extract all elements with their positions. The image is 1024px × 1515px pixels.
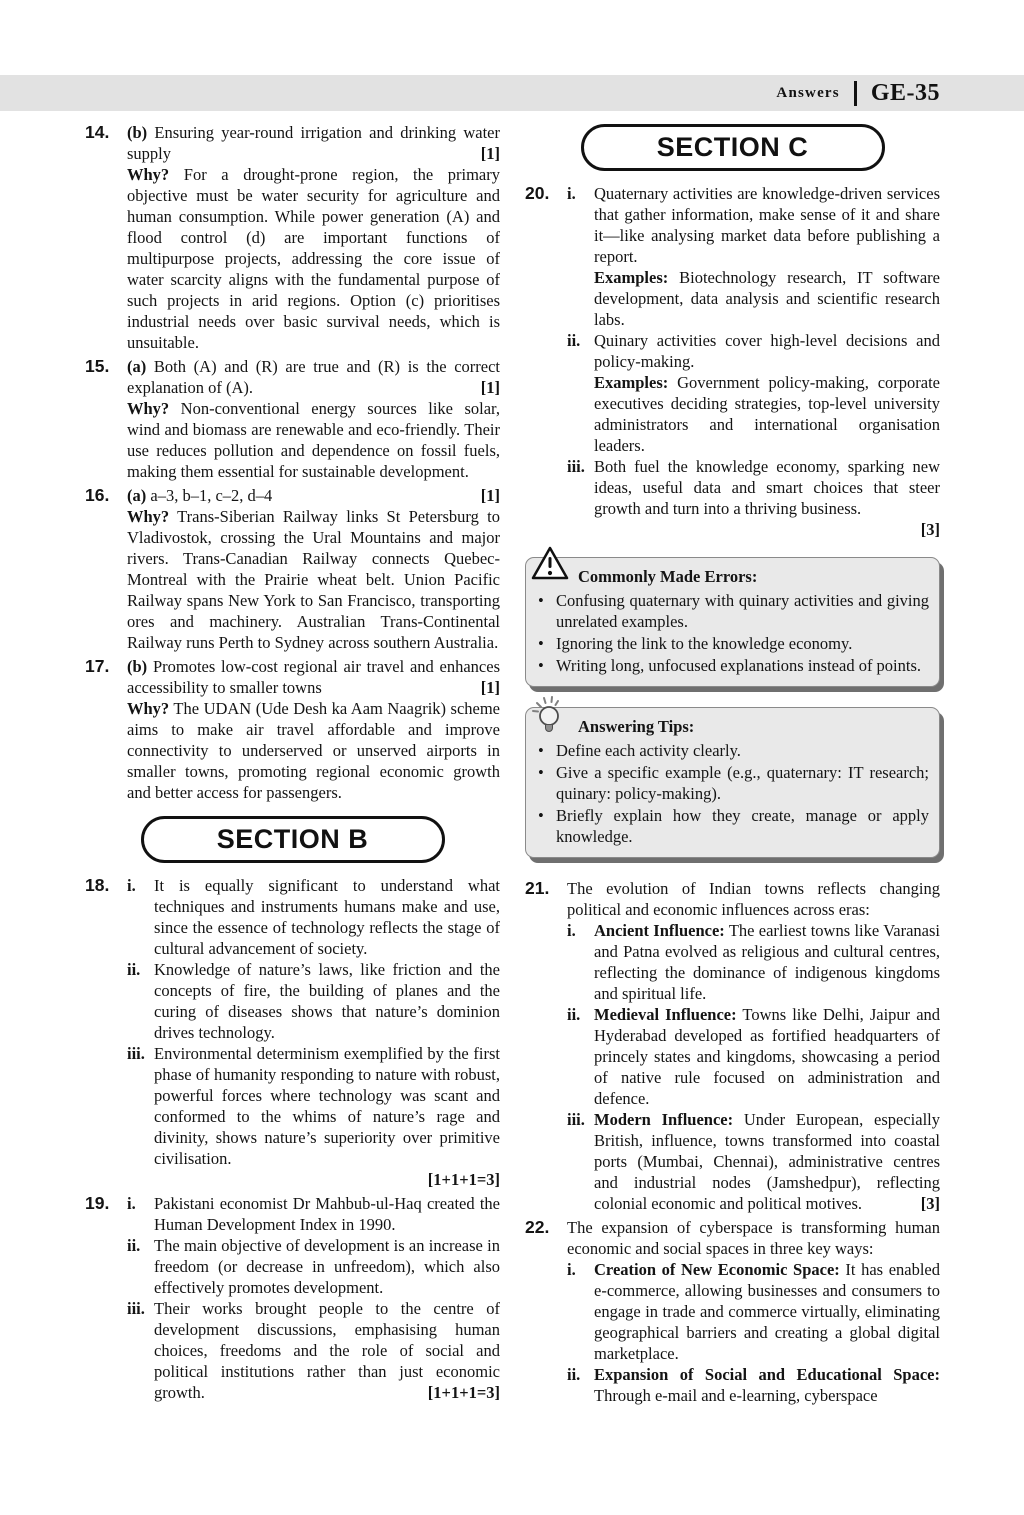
question-body: [127, 356, 500, 482]
sub-lead: Medieval Influence:: [594, 1005, 737, 1024]
bullet-text: Writing long, unfocused explanations instead of points.: [556, 656, 922, 675]
sub-item: [127, 959, 500, 1043]
sub-label: ii.: [567, 331, 581, 350]
sub-paragraph: Quaternary activities are knowledge-driven services that gather information, make sense of it and share it—like analysing market data before publishing a report.: [594, 184, 940, 266]
why-text: Non-conventional energy sources like solar, wind and biomass are renewable and eco-friendly. Their use reduces pollution and dependence on fossil fuels, making them essential for sustainable development.: [127, 399, 500, 481]
question-number: 20.: [525, 183, 550, 203]
question-15: [85, 356, 500, 482]
sub-text-content: It has enabled e-commerce, allowing businesses and consumers to engage in trade and commerce virtually, eliminating geographical barriers and creating a global digital marketplace.: [594, 1260, 941, 1363]
sub-label: i.: [567, 921, 576, 940]
why-label: Why?: [127, 399, 170, 418]
sub-label: ii.: [127, 1236, 141, 1255]
question-19: [85, 1193, 500, 1403]
sub-label: i.: [127, 876, 136, 895]
mark-badge: [1]: [475, 677, 500, 698]
question-16: [85, 485, 500, 653]
bullet-dot: •: [538, 656, 544, 675]
bullet-item: [536, 655, 929, 676]
bullet-text: Define each activity clearly.: [556, 741, 741, 760]
question-number: 22.: [525, 1217, 550, 1237]
mark-badge: [1]: [475, 143, 500, 164]
sub-text: Pakistani economist Dr Mahbub-ul-Haq created the Human Development Index in 1990.: [154, 1194, 500, 1234]
sub-text: Environmental determinism exemplified by the first phase of humanity responding to nature with robust, powerful forces where technology was scant and conformed to the whims of nature’s rage and divinity, shows nature’s superiority over primitive civilisation.: [154, 1044, 500, 1168]
sub-item: [567, 1109, 940, 1214]
option-label: (b): [127, 657, 148, 676]
option-label: (a): [127, 486, 147, 505]
answer-line: [127, 122, 500, 164]
sub-text: [594, 183, 940, 330]
question-20: [525, 183, 940, 540]
question-body: [567, 183, 940, 540]
sub-text: [154, 1298, 500, 1403]
question-17: [85, 656, 500, 803]
errors-box: [525, 557, 940, 687]
sub-item: [567, 456, 940, 519]
bullet-dot: •: [538, 591, 544, 610]
question-body: [127, 1193, 500, 1403]
sub-text: [594, 1364, 940, 1406]
sub-text: The main objective of development is an increase in freedom (or decrease in unfreedom), which also effectively promotes development.: [154, 1236, 500, 1297]
sub-text: [594, 330, 940, 456]
examples-label: Examples:: [594, 268, 669, 287]
sub-lead: Ancient Influence:: [594, 921, 725, 940]
question-number: 17.: [85, 656, 110, 676]
page-code: GE-35: [870, 79, 940, 106]
bullet-text: Ignoring the link to the knowledge economy.: [556, 634, 853, 653]
why-paragraph: [127, 506, 500, 653]
why-label: Why?: [127, 507, 170, 526]
sub-label: ii.: [567, 1005, 581, 1024]
bullet-text: Give a specific example (e.g., quaternary: IT research; quinary: policy-making).: [556, 763, 929, 803]
why-paragraph: [127, 164, 500, 353]
answer-text: Ensuring year-round irrigation and drinking water supply: [127, 123, 500, 163]
sub-text-content: Through e-mail and e-learning, cyberspace: [594, 1386, 878, 1405]
sub-text: It is equally significant to understand what techniques and instruments humans make and use, since the essence of technology reflects the stage of cultural advancement of society.: [154, 876, 500, 958]
question-body: [567, 878, 940, 1214]
mark-badge: [1]: [475, 377, 500, 398]
sub-label: iii.: [127, 1299, 145, 1318]
page-content: [0, 111, 1024, 1409]
bullet-item: [536, 740, 929, 761]
mark-badge: [1+1+1=3]: [427, 1170, 500, 1189]
left-column: [85, 122, 500, 1409]
why-paragraph: [127, 698, 500, 803]
sub-item: [127, 1235, 500, 1298]
sub-item: [567, 920, 940, 1004]
answers-label: Answers: [776, 84, 840, 101]
examples-paragraph: [594, 372, 940, 456]
mark-badge: [1]: [475, 485, 500, 506]
mark-badge: [3]: [915, 1193, 940, 1214]
sub-item: [127, 1298, 500, 1403]
bullet-item: [536, 590, 929, 632]
why-text: For a drought-prone region, the primary objective must be water security for agriculture and human consumption. While power generation (A) and flood control (d) are important functions of multipurpose projects, addressing the core issue of water scarcity aligns with the fundamental purpose of such projects in arid regions. Option (c) prioritises industrial needs over basic survival needs, which is unsuitable.: [127, 165, 501, 352]
question-body: [127, 485, 500, 653]
sub-text-content: The earliest towns like Varanasi and Patna evolved as religious and cultural centres, reflecting the dominance of indigenous kingdoms and spiritual life.: [594, 921, 940, 1003]
answer-line: [127, 485, 500, 506]
answer-text: Promotes low-cost regional air travel and enhances accessibility to smaller towns: [127, 657, 500, 697]
bullet-dot: •: [538, 806, 544, 825]
answer-text: a–3, b–1, c–2, d–4: [150, 486, 273, 505]
why-text: The UDAN (Ude Desh ka Aam Naagrik) scheme aims to make air travel affordable and improve connectivity to underserved or unserved airports in smaller towns, promoting regional economic growth and better access for passengers.: [127, 699, 501, 802]
bullet-item: [536, 633, 929, 654]
intro-paragraph: The evolution of Indian towns reflects changing political and economic influences across eras:: [567, 879, 940, 919]
sub-item: [127, 875, 500, 959]
sub-label: i.: [567, 184, 576, 203]
why-text: Trans-Siberian Railway links St Petersburg to Vladivostok, crossing the Ural Mountains and major rivers. Trans-Canadian Railway connects Quebec-Montreal with the Prairie wheat belt. Union Pacific Railway spans New York to San Francisco, transporting ores and machinery. Australian Trans-Continental Railway runs Perth to Sydney across southern Australia.: [127, 507, 500, 652]
sub-label: ii.: [127, 960, 141, 979]
right-column: [525, 122, 940, 1409]
sub-item: [567, 330, 940, 456]
sub-text: Knowledge of nature’s laws, like friction and the concepts of fire, the building of planes and the curing of diseases shows that nature’s dominion drives technology.: [154, 960, 500, 1042]
sub-text: [594, 920, 940, 1004]
answer-line: [127, 656, 500, 698]
bullet-dot: •: [538, 741, 544, 760]
sub-text-content: Under European, especially British, influence, towns transformed into coastal ports (Mumbai, Chennai), administrative centres and industrial nodes (Jamshedpur), reflecting colonial economic and political motives.: [594, 1110, 940, 1213]
sub-label: i.: [127, 1194, 136, 1213]
sub-item: [567, 183, 940, 330]
question-22: [525, 1217, 940, 1406]
question-body: [567, 1217, 940, 1406]
examples-paragraph: [594, 267, 940, 330]
question-18: [85, 875, 500, 1190]
sub-label: iii.: [567, 1110, 585, 1129]
bullet-dot: •: [538, 634, 544, 653]
sub-label: ii.: [567, 1365, 581, 1384]
question-number: 16.: [85, 485, 110, 505]
bullet-text: Confusing quaternary with quinary activities and giving unrelated examples.: [556, 591, 929, 631]
sub-text: Both fuel the knowledge economy, sparking new ideas, useful data and smart choices that steer growth and turn into a thriving business.: [594, 457, 940, 518]
intro-paragraph: The expansion of cyberspace is transforming human economic and social spaces in three key ways:: [567, 1218, 940, 1258]
tips-box: [525, 707, 940, 858]
sub-item: [127, 1043, 500, 1169]
header-divider: [854, 81, 857, 106]
bullet-item: [536, 762, 929, 804]
sub-lead: Modern Influence:: [594, 1110, 734, 1129]
question-number: 14.: [85, 122, 110, 142]
option-label: (a): [127, 357, 147, 376]
sub-label: i.: [567, 1260, 576, 1279]
sub-text-content: Towns like Delhi, Jaipur and Hyderabad developed as fortified headquarters of princely states and kingdoms, showcasing a period of native rule focused on administration and defence.: [594, 1005, 941, 1108]
why-label: Why?: [127, 699, 170, 718]
question-21: [525, 878, 940, 1214]
sub-text: [594, 1259, 940, 1364]
warning-icon: [531, 546, 569, 585]
question-number: 15.: [85, 356, 110, 376]
sub-item: [127, 1193, 500, 1235]
examples-text: Government policy-making, corporate executives deciding strategies, top-level university administrators and international organisation leaders.: [594, 373, 940, 455]
option-label: (b): [127, 123, 148, 142]
question-number: 19.: [85, 1193, 110, 1213]
bullet-dot: •: [538, 763, 544, 782]
answer-text: Both (A) and (R) are true and (R) is the correct explanation of (A).: [127, 357, 500, 397]
question-number: 18.: [85, 875, 110, 895]
bulb-icon: [531, 696, 571, 741]
section-b-header: SECTION B: [141, 816, 445, 863]
mark-badge: [3]: [920, 520, 940, 539]
sub-text: [594, 1004, 940, 1109]
why-paragraph: [127, 398, 500, 482]
why-label: Why?: [127, 165, 170, 184]
sub-paragraph: Quinary activities cover high-level decisions and policy-making.: [594, 331, 940, 371]
question-body: [127, 122, 500, 353]
errors-box-title: Commonly Made Errors:: [578, 567, 758, 586]
question-number: 21.: [525, 878, 550, 898]
question-body: [127, 656, 500, 803]
sub-item: [567, 1364, 940, 1406]
sub-lead: Creation of New Economic Space:: [594, 1260, 840, 1279]
mark-badge: [1+1+1=3]: [422, 1382, 500, 1403]
sub-label: iii.: [567, 457, 585, 476]
bullet-text: Briefly explain how they create, manage or apply knowledge.: [556, 806, 929, 846]
sub-label: iii.: [127, 1044, 145, 1063]
question-body: [127, 875, 500, 1190]
answer-line: [127, 356, 500, 398]
examples-text: Biotechnology research, IT software development, data analysis and scientific research labs.: [594, 268, 940, 329]
sub-lead: Expansion of Social and Educational Space:: [594, 1365, 940, 1384]
sub-text: [594, 1109, 940, 1214]
section-c-header: SECTION C: [581, 124, 885, 171]
sub-item: [567, 1004, 940, 1109]
examples-label: Examples:: [594, 373, 669, 392]
header-bar: [0, 75, 1024, 111]
bullet-item: [536, 805, 929, 847]
question-14: [85, 122, 500, 353]
sub-text-content: Their works brought people to the centre of development discussions, emphasising human choices, freedoms and the role of social and political institutions rather than just economic growth.: [154, 1299, 500, 1402]
sub-item: [567, 1259, 940, 1364]
tips-box-title: Answering Tips:: [578, 717, 695, 736]
